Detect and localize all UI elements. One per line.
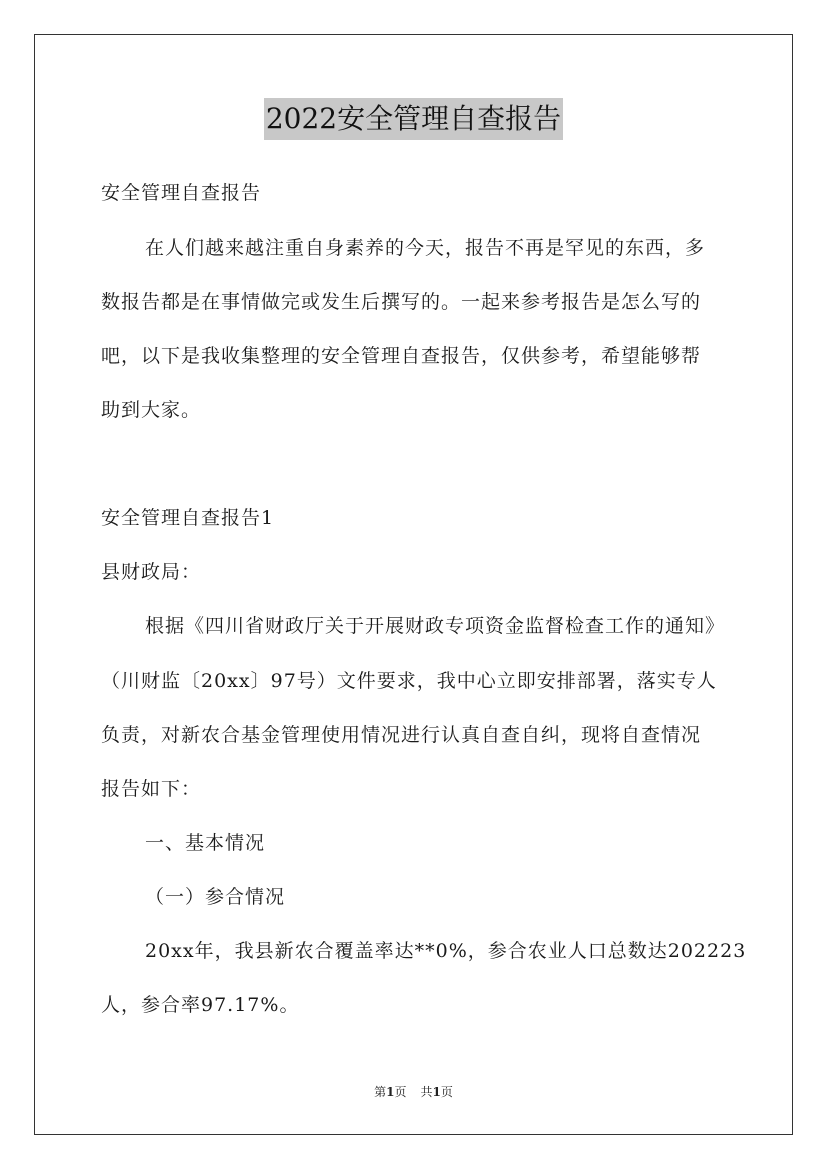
- total-prefix: 共: [420, 1085, 433, 1099]
- body-line-2: （川财监〔20xx〕97号）文件要求，我中心立即安排部署，落实专人: [101, 670, 717, 692]
- body-line-3: 负责，对新农合基金管理使用情况进行认真自查自纠，现将自查情况: [101, 724, 702, 746]
- section-title: 安全管理自查报告1: [101, 507, 275, 529]
- total-suffix: 页: [440, 1085, 453, 1099]
- page-number: 1: [386, 1085, 395, 1099]
- document-subtitle: 安全管理自查报告: [101, 182, 262, 204]
- page-footer: [0, 1084, 827, 1100]
- para-line-2: 人，参合率97.17%。: [101, 994, 300, 1016]
- body-line-1: 根据《四川省财政厅关于开展财政专项资金监督检查工作的通知》: [145, 615, 726, 637]
- intro-line-4: 助到大家。: [101, 399, 202, 421]
- total-pages: 1: [432, 1085, 441, 1099]
- document-title: 2022安全管理自查报告: [264, 98, 563, 140]
- intro-line-2: 数报告都是在事情做完或发生后撰写的。一起来参考报告是怎么写的: [101, 291, 702, 313]
- page-suffix: 页: [394, 1085, 407, 1099]
- heading-participation: （一）参合情况: [145, 886, 286, 908]
- heading-basic-situation: 一、基本情况: [145, 832, 266, 854]
- para-line-1: 20xx年，我县新农合覆盖率达**0%，参合农业人口总数达202223: [145, 940, 747, 962]
- body-line-4: 报告如下：: [101, 778, 202, 800]
- title-container: [0, 98, 827, 140]
- page-prefix: 第: [374, 1085, 387, 1099]
- intro-line-3: 吧，以下是我收集整理的安全管理自查报告，仅供参考，希望能够帮: [101, 345, 702, 367]
- intro-line-1: 在人们越来越注重自身素养的今天，报告不再是罕见的东西，多: [145, 237, 706, 259]
- addressee: 县财政局：: [101, 561, 202, 583]
